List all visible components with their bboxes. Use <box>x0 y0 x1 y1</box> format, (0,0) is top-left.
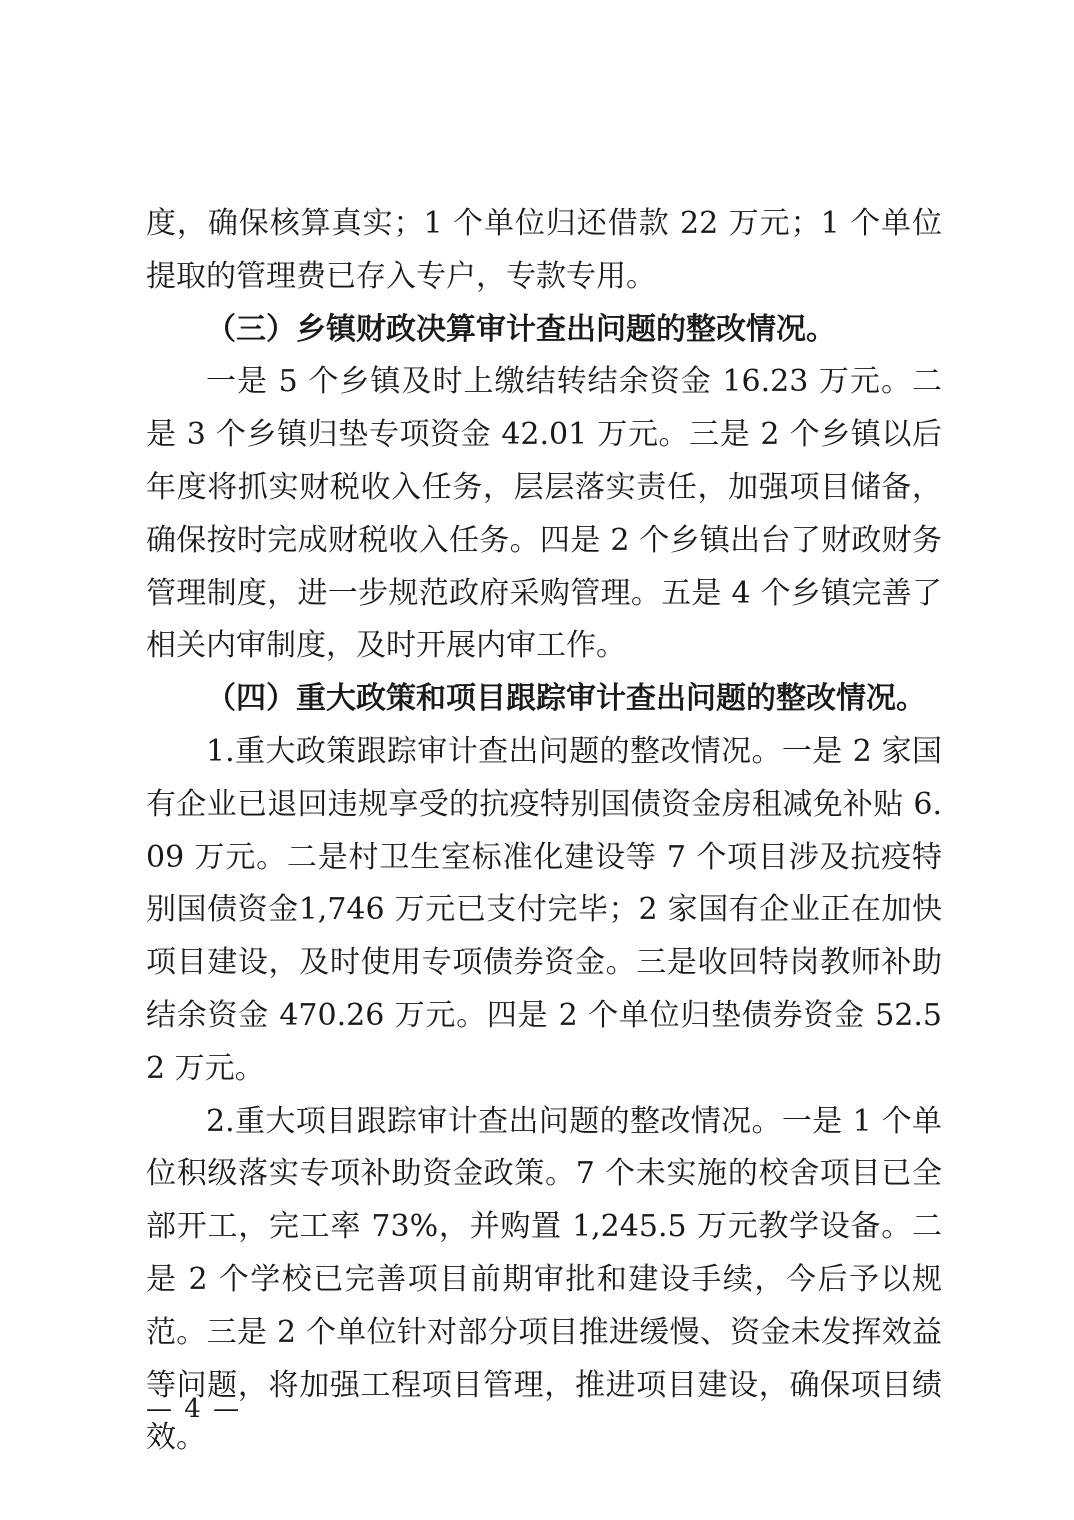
project-audit-paragraph: 2.重大项目跟踪审计查出问题的整改情况。一是 1 个单位积级落实专项补助资金政策。7 个未实施的校舍项目已全部开工，完工率 73%，并购置 1,245.5 万元教学设备。二是 2 个学校已完善项目前期审批和建设手续，今后予以规范。三是 2 个单位针对部分项目推进缓慢、资金未发挥效益等问题，将加强工程项目管理，推进项目建设，确保项目绩效。 <box>146 1103 942 1456</box>
section-heading-four: （四）重大政策和项目跟踪审计查出问题的整改情况。 <box>206 681 926 717</box>
policy-audit-paragraph: 1.重大政策跟踪审计查出问题的整改情况。一是 2 家国有企业已退回违规享受的抗疫特别国债资金房租减免补贴 6.09 万元。二是村卫生室标准化建设等 7 个项目涉及抗疫特别国债资金1,746 万元已支付完毕；2 家国有企业正在加快项目建设，及时使用专项债券资金。三是收回特岗教师补助结余资金 470.26 万元。四是 2 个单位归垫债券资金 52.52 万元。 <box>146 733 942 1086</box>
continuation-paragraph: 度，确保核算真实；1 个单位归还借款 22 万元；1 个单位提取的管理费已存入专户，专款专用。 <box>146 206 942 294</box>
section-heading-three: （三）乡镇财政决算审计查出问题的整改情况。 <box>206 311 836 347</box>
page-number: — 4 — <box>146 1394 242 1424</box>
township-rectification-paragraph: 一是 5 个乡镇及时上缴结转结余资金 16.23 万元。二是 3 个乡镇归垫专项资金 42.01 万元。三是 2 个乡镇以后年度将抓实财税收入任务，层层落实责任，加强项目储备，确保按时完成财税收入任务。四是 2 个乡镇出台了财政财务管理制度，进一步规范政府采购管理。五是 4 个乡镇完善了相关内审制度，及时开展内审工作。 <box>146 364 942 664</box>
document-body <box>146 198 942 1465</box>
